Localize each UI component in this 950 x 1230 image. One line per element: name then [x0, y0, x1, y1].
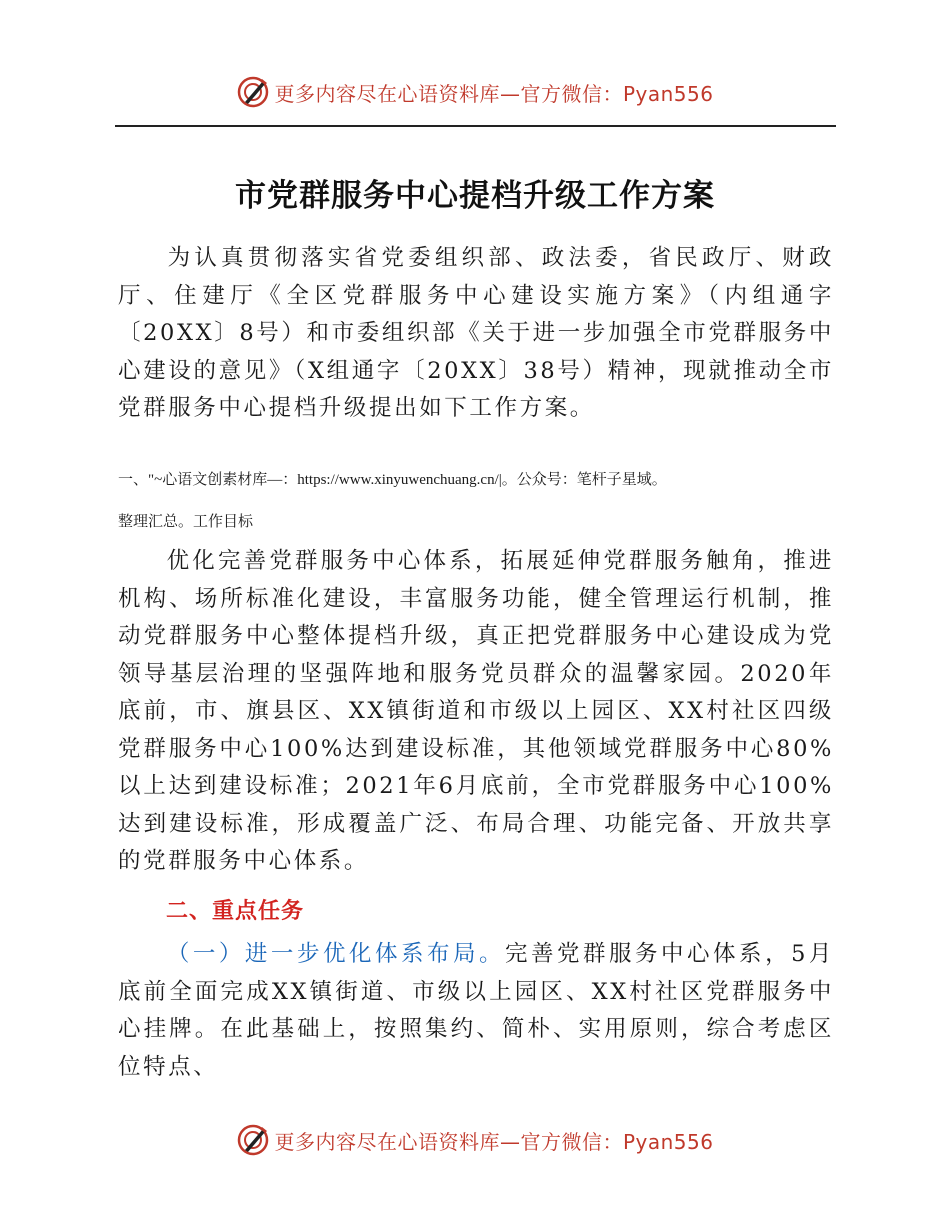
goal-paragraph: [118, 543, 834, 881]
goal-text: 优化完善党群服务中心体系，拓展延伸党群服务触角，推进机构、场所标准化建设，丰富服务功能，健全管理运行机制，推动党群服务中心整体提档升级，真正把党群服务中心建设成为党领导基层治理的坚强阵地和服务党员群众的温馨家园。2020年底前，市、旗县区、XX镇街道和市级以上园区、XX村社区四级党群服务中心100%达到建设标准，其他领域党群服务中心80%以上达到建设标准；2021年6月底前，全市党群服务中心100%达到建设标准，形成覆盖广泛、布局合理、功能完备、开放共享的党群服务中心体系。: [118, 548, 834, 874]
header-banner-text: 更多内容尽在心语资料库—官方微信：Pyan556: [274, 81, 714, 106]
header-divider: [115, 125, 836, 127]
header-banner: [0, 67, 950, 117]
document-title: 市党群服务中心提档升级工作方案: [235, 178, 715, 214]
task1-body: 完善党群服务中心体系，5月底前全面完成XX镇街道、市级以上园区、XX村社区党群服务中心挂牌。在此基础上，按照集约、简朴、实用原则，综合考虑区位特点、: [118, 941, 834, 1080]
brand-logo-icon: [236, 1123, 270, 1157]
footer-banner-text: 更多内容尽在心语资料库—官方微信：Pyan556: [274, 1129, 714, 1154]
source-note-line-1: 一、"~心语文创素材库—：https://www.xinyuwenchuang.cn/|。公众号：笔杆子星域。: [118, 472, 667, 488]
intro-text: 为认真贯彻落实省党委组织部、政法委，省民政厅、财政厅、住建厅《全区党群服务中心建设实施方案》（内组通字〔20XX〕8号）和市委组织部《关于进一步加强全市党群服务中心建设的意见》（X组通字〔20XX〕38号）精神，现就推动全市党群服务中心提档升级提出如下工作方案。: [118, 245, 834, 421]
brand-logo-icon: [236, 75, 270, 109]
task1-paragraph: [118, 936, 834, 1086]
task1-heading: （一）进一步优化体系布局。: [166, 941, 505, 967]
intro-paragraph: [118, 240, 834, 428]
footer-banner: [0, 1115, 950, 1165]
source-note-line-2: 整理汇总。工作目标: [118, 514, 254, 530]
section-heading-key-tasks: 二、重点任务: [166, 899, 305, 924]
